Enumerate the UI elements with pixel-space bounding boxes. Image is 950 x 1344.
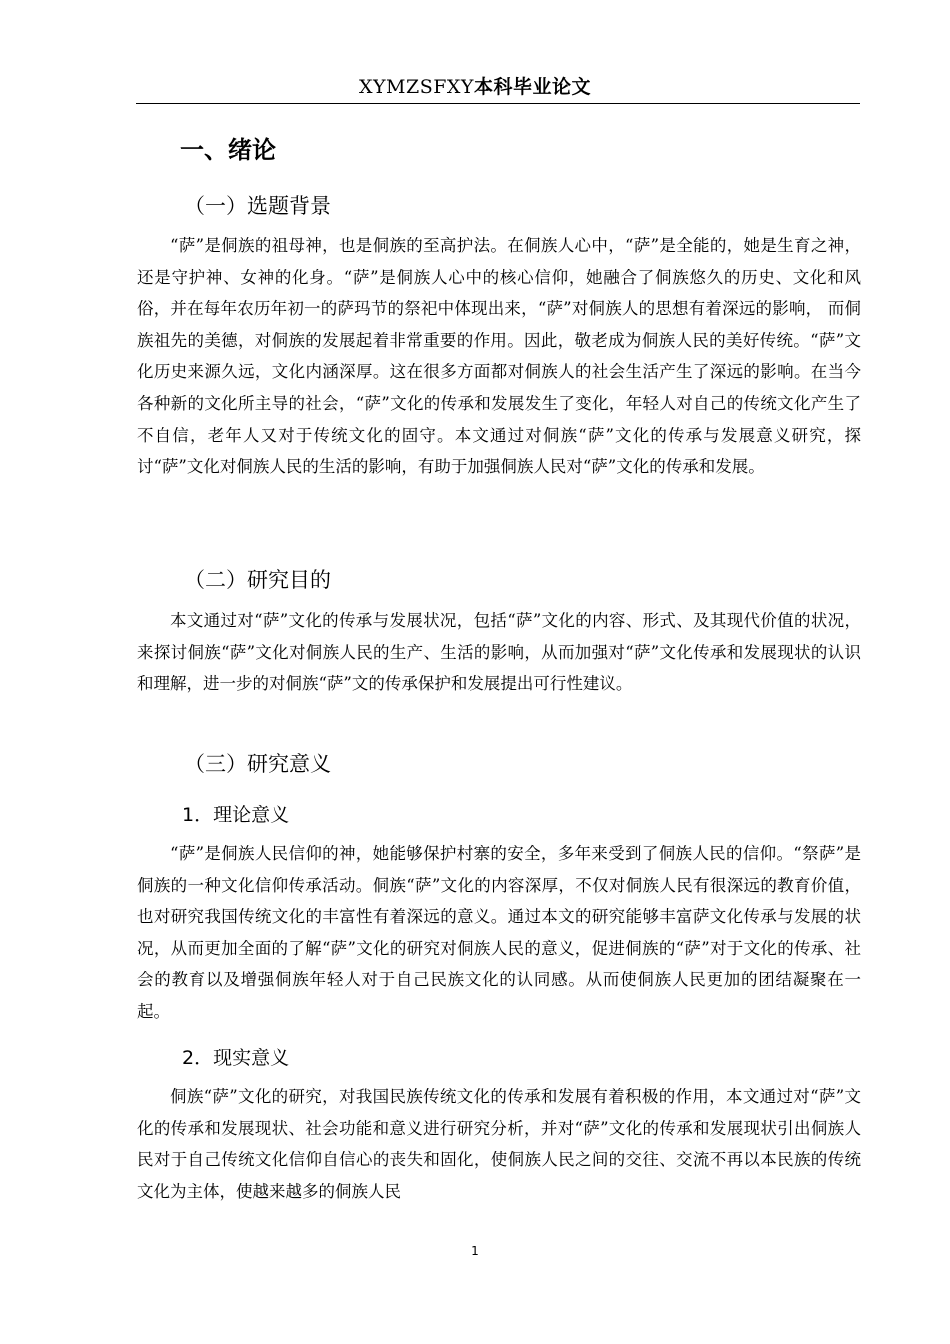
section-title-background: （一）选题背景 [184, 194, 331, 218]
paragraph-background: “萨”是侗族的祖母神，也是侗族的至高护法。在侗族人心中，“萨”是全能的，她是生育之神，还是守护神、女神的化身。“萨”是侗族人心中的核心信仰，她融合了侗族悠久的历史、文化和风俗，并在每年农历年初一的萨玛节的祭祀中体现出来，“萨”对侗族人的思想有着深远的影响， 而侗族祖先的美德，对侗族的发展起着非常重要的作用。因此，敬老成为侗族人民的美好传统。“萨”文化历史来源久远，文化内涵深厚。这在很多方面都对侗族人的社会生活产生了深远的影响。在当今各种新的文化所主导的社会，“萨”文化的传承和发展发生了变化，年轻人对自己的传统文化产生了不自信，老年人又对于传统文化的固守。本文通过对侗族“萨”文化的传承与发展意义研究，探讨“萨”文化对侗族人民的生活的影响，有助于加强侗族人民对“萨”文化的传承和发展。 [137, 236, 861, 477]
paragraph-practical: 侗族“萨”文化的研究，对我国民族传统文化的传承和发展有着积极的作用，本文通过对“萨”文化的传承和发展现状、社会功能和意义进行研究分析，并对“萨”文化的传承和发展现状引出侗族人民对于自己传统文化信仰自信心的丧失和固化，使侗族人民之间的交往、交流不再以本民族的传统文化为主体，使越来越多的侗族人民 [137, 1087, 861, 1201]
chapter-title: 一、绪论 [180, 136, 276, 164]
header-rule [136, 103, 860, 104]
section-title-purpose: （二）研究目的 [184, 568, 331, 592]
paragraph-theoretical: “萨”是侗族人民信仰的神，她能够保护村寨的安全，多年来受到了侗族人民的信仰。“祭萨”是侗族的一种文化信仰传承活动。侗族“萨”文化的内容深厚，不仅对侗族人民有很深远的教育价值，也对研究我国传统文化的丰富性有着深远的意义。通过本文的研究能够丰富萨文化传承与发展的状况，从而更加全面的了解“萨”文化的研究对侗族人民的意义，促进侗族的“萨”对于文化的传承、社会的教育以及增强侗族年轻人对于自己民族文化的认同感。从而使侗族人民更加的团结凝聚在一起。 [137, 844, 861, 1021]
subsection-title-practical: 2．现实意义 [182, 1047, 290, 1069]
header-title: 本科毕业论文 [473, 76, 591, 98]
header-code: XYMZSFXY [358, 76, 474, 98]
page-header [0, 72, 950, 99]
section-title-significance: （三）研究意义 [184, 752, 331, 776]
paragraph-purpose: 本文通过对“萨”文化的传承与发展状况，包括“萨”文化的内容、形式、及其现代价值的状况，来探讨侗族“萨”文化对侗族人民的生产、生活的影响，从而加强对“萨”文化传承和发展现状的认识和理解，进一步的对侗族“萨”文的传承保护和发展提出可行性建议。 [137, 611, 861, 694]
page-number: 1 [471, 1244, 479, 1258]
subsection-title-theoretical: 1．理论意义 [182, 804, 290, 826]
